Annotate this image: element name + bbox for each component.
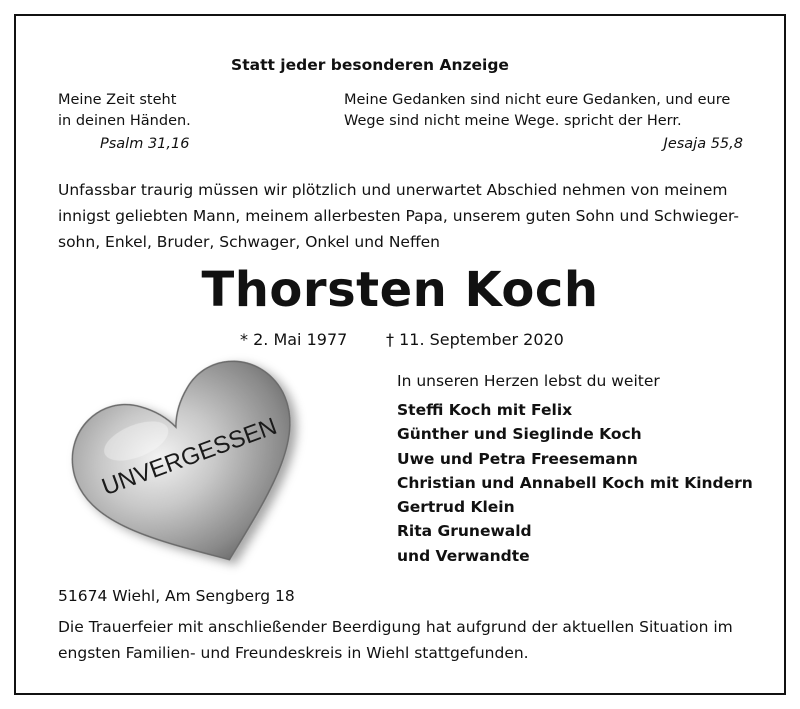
verse-right-reference: Jesaja 55,8: [663, 136, 743, 152]
verse-left: [58, 90, 191, 132]
intro-line3: sohn, Enkel, Bruder, Schwager, Onkel und Neffen: [58, 233, 440, 251]
closing-line1: Die Trauerfeier mit anschließender Beerdigung hat aufgrund der aktuellen Situation im: [58, 618, 733, 636]
verse-right-line1: Meine Gedanken sind nicht eure Gedanken, und eure: [344, 92, 731, 108]
family-intro: In unseren Herzen lebst du weiter: [397, 372, 660, 390]
verse-left-line1: Meine Zeit steht: [58, 92, 177, 108]
death-date: † 11. September 2020: [386, 330, 564, 349]
intro-paragraph: [58, 177, 748, 255]
deceased-name: Thorsten Koch: [201, 262, 599, 318]
family-member: und Verwandte: [397, 546, 530, 565]
verse-right-line2: Wege sind nicht meine Wege. spricht der Herr.: [344, 113, 682, 129]
birth-date: * 2. Mai 1977: [240, 330, 348, 349]
closing-line2: engsten Familien- und Freundeskreis in Wiehl stattgefunden.: [58, 644, 529, 662]
address: 51674 Wiehl, Am Sengberg 18: [58, 587, 295, 605]
family-member: Günther und Sieglinde Koch: [397, 425, 642, 444]
family-member: Uwe und Petra Freesemann: [397, 449, 638, 468]
closing-paragraph: [58, 614, 758, 666]
family-member: Steffi Koch mit Felix: [397, 401, 573, 419]
family-member: Gertrud Klein: [397, 498, 515, 517]
verse-left-line2: in deinen Händen.: [58, 113, 191, 129]
intro-line2: innigst geliebten Mann, meinem allerbesten Papa, unserem guten Sohn und Schwieger-: [58, 207, 740, 225]
verse-left-reference: Psalm 31,16: [100, 136, 190, 152]
family-member: Christian und Annabell Koch mit Kindern: [397, 473, 753, 492]
heart-image: [62, 352, 322, 582]
family-member: Rita Grunewald: [397, 522, 532, 541]
family-list: [397, 398, 753, 568]
notice-header: Statt jeder besonderen Anzeige: [231, 56, 509, 74]
verse-right: [344, 90, 730, 132]
intro-line1: Unfassbar traurig müssen wir plötzlich und unerwartet Abschied nehmen von meinem: [58, 181, 728, 199]
heart-label: UNVERGESSEN: [98, 412, 281, 502]
